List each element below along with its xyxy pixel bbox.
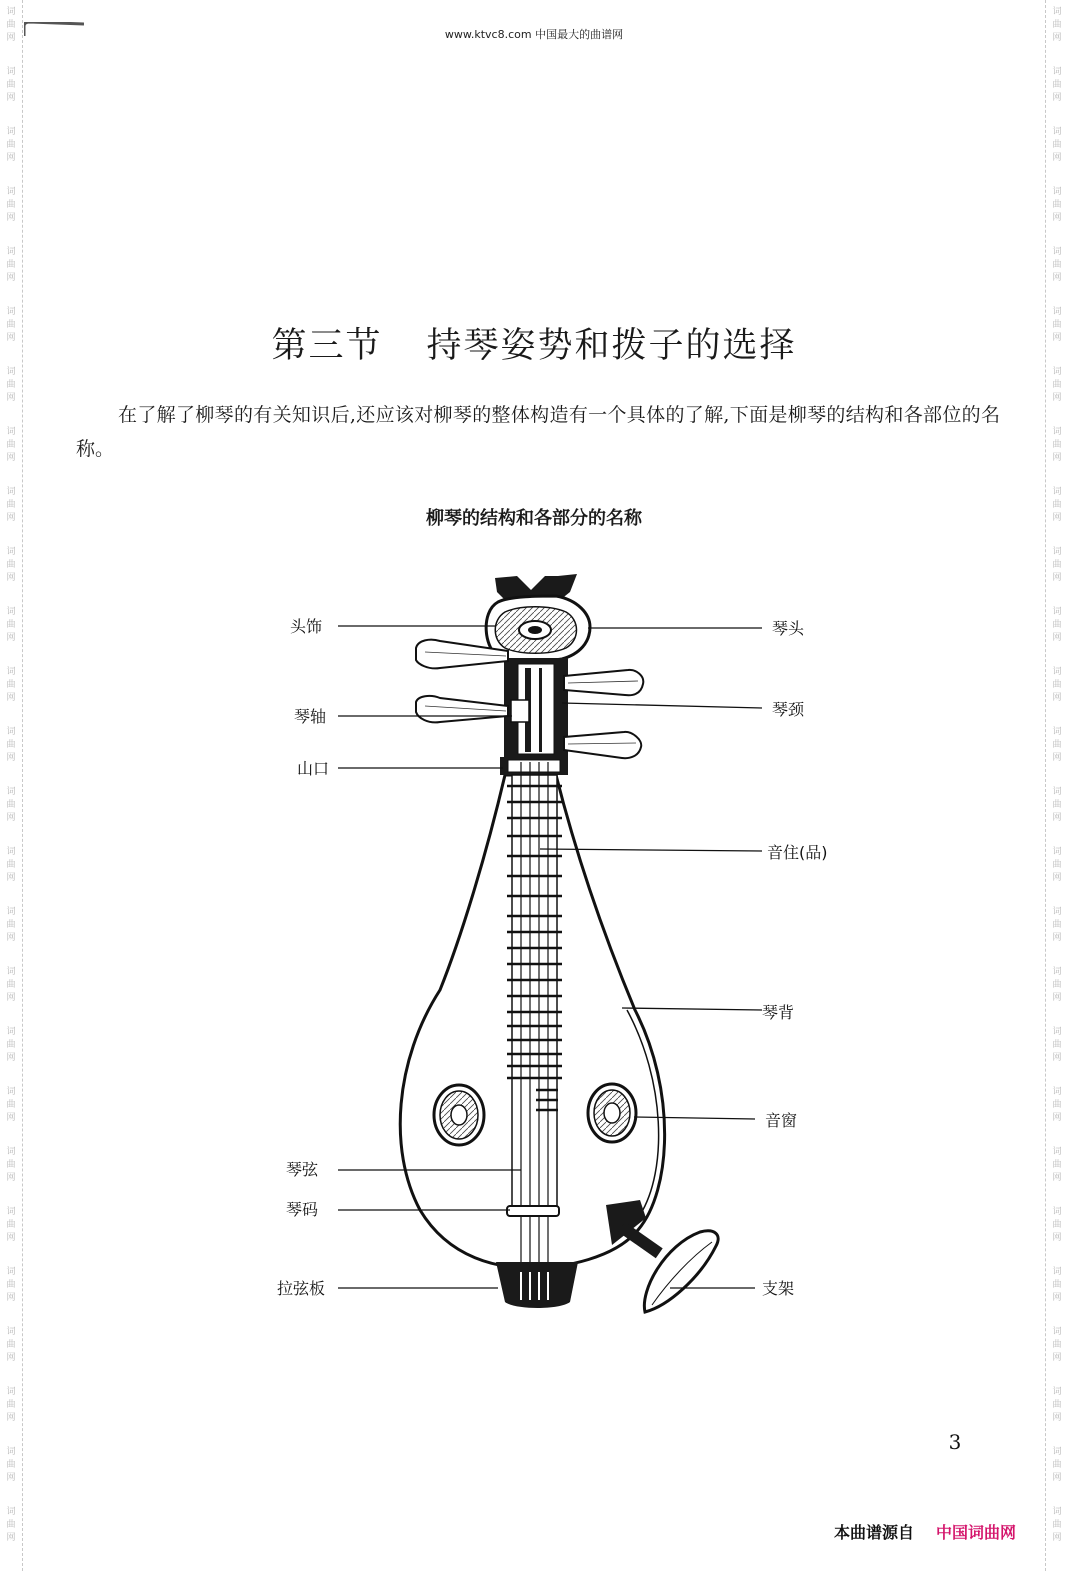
watermark-char: 词 bbox=[1052, 1087, 1062, 1097]
watermark-char: 词 bbox=[1052, 1327, 1062, 1337]
watermark-char: 网 bbox=[6, 1533, 16, 1543]
watermark-char: 曲 bbox=[6, 380, 16, 390]
watermark-char: 网 bbox=[1052, 1353, 1062, 1363]
watermark-char: 网 bbox=[1052, 1053, 1062, 1063]
watermark-char: 词 bbox=[6, 1087, 16, 1097]
section-heading: 持琴姿势和拨子的选择 bbox=[426, 326, 797, 366]
watermark-char: 词 bbox=[6, 127, 16, 137]
watermark-char: 网 bbox=[1052, 573, 1062, 583]
watermark-char: 曲 bbox=[6, 1160, 16, 1170]
watermark-char: 曲 bbox=[1052, 500, 1062, 510]
watermark-char: 词 bbox=[6, 1147, 16, 1157]
watermark-char: 曲 bbox=[1052, 860, 1062, 870]
watermark-char: 词 bbox=[6, 787, 16, 797]
watermark-char: 曲 bbox=[6, 1460, 16, 1470]
watermark-char: 词 bbox=[6, 427, 16, 437]
watermark-char: 词 bbox=[6, 247, 16, 257]
header-url[interactable]: www.ktvc8.com 中国最大的曲谱网 bbox=[444, 28, 624, 41]
watermark-char: 曲 bbox=[1052, 320, 1062, 330]
watermark-char: 词 bbox=[6, 1207, 16, 1217]
watermark-char: 曲 bbox=[1052, 200, 1062, 210]
watermark-char: 曲 bbox=[1052, 1220, 1062, 1230]
watermark-char: 网 bbox=[1052, 753, 1062, 763]
watermark-char: 词 bbox=[1052, 7, 1062, 17]
watermark-char: 网 bbox=[6, 333, 16, 343]
watermark-char: 网 bbox=[1052, 993, 1062, 1003]
watermark-char: 网 bbox=[6, 1173, 16, 1183]
watermark-char: 词 bbox=[1052, 607, 1062, 617]
watermark-char: 网 bbox=[6, 513, 16, 523]
watermark-char: 网 bbox=[1052, 933, 1062, 943]
watermark-char: 曲 bbox=[1052, 1100, 1062, 1110]
sound-hole-right bbox=[588, 1084, 636, 1142]
watermark-char: 词 bbox=[1052, 307, 1062, 317]
label-sound-hole: 音窗 bbox=[765, 1111, 798, 1130]
watermark-char: 词 bbox=[6, 547, 16, 557]
watermark-char: 曲 bbox=[1052, 740, 1062, 750]
watermark-char: 网 bbox=[1052, 453, 1062, 463]
watermark-char: 词 bbox=[6, 847, 16, 857]
intro-paragraph: 在了解了柳琴的有关知识后,还应该对柳琴的整体构造有一个具体的了解,下面是柳琴的结构和各部位的名称。 bbox=[76, 404, 1000, 460]
watermark-char: 曲 bbox=[1052, 800, 1062, 810]
watermark-char: 词 bbox=[6, 667, 16, 677]
watermark-char: 曲 bbox=[6, 1400, 16, 1410]
watermark-char: 曲 bbox=[1052, 980, 1062, 990]
watermark-char: 网 bbox=[1052, 1173, 1062, 1183]
watermark-char: 网 bbox=[1052, 873, 1062, 883]
watermark-char: 网 bbox=[6, 213, 16, 223]
watermark-char: 网 bbox=[1052, 1233, 1062, 1243]
watermark-char: 词 bbox=[1052, 487, 1062, 497]
watermark-char: 词 bbox=[6, 7, 16, 17]
watermark-char: 词 bbox=[6, 1027, 16, 1037]
watermark-char: 词 bbox=[6, 187, 16, 197]
watermark-char: 网 bbox=[1052, 273, 1062, 283]
watermark-char: 词 bbox=[6, 1447, 16, 1457]
watermark-char: 网 bbox=[1052, 513, 1062, 523]
watermark-char: 词 bbox=[1052, 1207, 1062, 1217]
watermark-char: 网 bbox=[6, 1473, 16, 1483]
watermark-char: 曲 bbox=[1052, 1460, 1062, 1470]
watermark-char: 网 bbox=[1052, 813, 1062, 823]
watermark-char: 词 bbox=[6, 1267, 16, 1277]
watermark-char: 词 bbox=[6, 67, 16, 77]
watermark-char: 网 bbox=[6, 993, 16, 1003]
page-number: 3 bbox=[948, 1430, 962, 1454]
watermark-char: 词 bbox=[6, 1327, 16, 1337]
watermark-char: 词 bbox=[1052, 187, 1062, 197]
source-label: 本曲谱源自 bbox=[834, 1523, 915, 1542]
label-bridge: 琴码 bbox=[286, 1200, 319, 1219]
watermark-char: 曲 bbox=[6, 1340, 16, 1350]
watermark-char: 网 bbox=[1052, 693, 1062, 703]
watermark-char: 词 bbox=[1052, 787, 1062, 797]
watermark-char: 网 bbox=[1052, 1293, 1062, 1303]
watermark-char: 曲 bbox=[1052, 260, 1062, 270]
watermark-char: 词 bbox=[6, 967, 16, 977]
watermark-char: 曲 bbox=[1052, 680, 1062, 690]
watermark-char: 曲 bbox=[6, 560, 16, 570]
watermark-char: 网 bbox=[1052, 633, 1062, 643]
watermark-char: 曲 bbox=[6, 20, 16, 30]
watermark-char: 曲 bbox=[1052, 1340, 1062, 1350]
watermark-char: 曲 bbox=[1052, 1520, 1062, 1530]
watermark-char: 网 bbox=[6, 273, 16, 283]
label-tuning-peg: 琴轴 bbox=[294, 707, 327, 726]
watermark-char: 网 bbox=[1052, 1473, 1062, 1483]
watermark-char: 词 bbox=[6, 367, 16, 377]
watermark-char: 词 bbox=[1052, 847, 1062, 857]
watermark-char: 网 bbox=[6, 1293, 16, 1303]
watermark-char: 曲 bbox=[6, 1280, 16, 1290]
watermark-char: 曲 bbox=[6, 860, 16, 870]
watermark-char: 曲 bbox=[6, 920, 16, 930]
label-back: 琴背 bbox=[762, 1003, 795, 1022]
watermark-char: 词 bbox=[1052, 1507, 1062, 1517]
watermark-char: 曲 bbox=[6, 1040, 16, 1050]
watermark-char: 词 bbox=[6, 1387, 16, 1397]
watermark-char: 网 bbox=[6, 153, 16, 163]
watermark-char: 曲 bbox=[6, 1520, 16, 1530]
watermark-char: 词 bbox=[6, 307, 16, 317]
watermark-char: 曲 bbox=[6, 800, 16, 810]
watermark-char: 网 bbox=[1052, 93, 1062, 103]
watermark-char: 曲 bbox=[1052, 1280, 1062, 1290]
label-head: 琴头 bbox=[772, 619, 805, 638]
watermark-char: 词 bbox=[6, 487, 16, 497]
watermark-char: 词 bbox=[1052, 1027, 1062, 1037]
label-neck: 琴颈 bbox=[772, 700, 805, 719]
watermark-char: 网 bbox=[1052, 153, 1062, 163]
watermark-char: 网 bbox=[1052, 393, 1062, 403]
watermark-char: 网 bbox=[6, 753, 16, 763]
watermark-char: 词 bbox=[6, 907, 16, 917]
watermark-char: 网 bbox=[1052, 213, 1062, 223]
watermark-char: 曲 bbox=[6, 260, 16, 270]
watermark-char: 网 bbox=[6, 873, 16, 883]
watermark-char: 曲 bbox=[6, 1100, 16, 1110]
source-site-link[interactable]: 中国词曲网 bbox=[936, 1523, 1017, 1542]
watermark-char: 网 bbox=[6, 573, 16, 583]
watermark-char: 网 bbox=[6, 93, 16, 103]
watermark-char: 词 bbox=[1052, 247, 1062, 257]
watermark-char: 网 bbox=[6, 33, 16, 43]
watermark-char: 曲 bbox=[6, 740, 16, 750]
watermark-char: 词 bbox=[1052, 727, 1062, 737]
watermark-char: 词 bbox=[1052, 667, 1062, 677]
watermark-char: 词 bbox=[1052, 1147, 1062, 1157]
label-head-ornament: 头饰 bbox=[290, 617, 323, 636]
watermark-char: 网 bbox=[6, 1113, 16, 1123]
watermark-char: 曲 bbox=[6, 140, 16, 150]
watermark-char: 网 bbox=[1052, 333, 1062, 343]
watermark-char: 曲 bbox=[1052, 1160, 1062, 1170]
watermark-char: 曲 bbox=[6, 680, 16, 690]
watermark-char: 网 bbox=[6, 933, 16, 943]
watermark-char: 曲 bbox=[6, 1220, 16, 1230]
watermark-char: 曲 bbox=[6, 440, 16, 450]
watermark-char: 词 bbox=[1052, 367, 1062, 377]
source-note bbox=[834, 1520, 1016, 1543]
watermark-char: 网 bbox=[1052, 1113, 1062, 1123]
watermark-char: 网 bbox=[6, 693, 16, 703]
watermark-char: 曲 bbox=[1052, 140, 1062, 150]
figure-caption: 柳琴的结构和各部分的名称 bbox=[426, 508, 642, 529]
watermark-char: 曲 bbox=[1052, 620, 1062, 630]
watermark-char: 网 bbox=[6, 813, 16, 823]
watermark-char: 网 bbox=[1052, 1533, 1062, 1543]
watermark-char: 曲 bbox=[1052, 380, 1062, 390]
watermark-char: 曲 bbox=[1052, 920, 1062, 930]
watermark-char: 曲 bbox=[6, 200, 16, 210]
watermark-char: 网 bbox=[6, 393, 16, 403]
watermark-char: 词 bbox=[1052, 547, 1062, 557]
watermark-char: 词 bbox=[1052, 1267, 1062, 1277]
watermark-char: 网 bbox=[6, 1053, 16, 1063]
label-nut: 山口 bbox=[297, 759, 330, 778]
watermark-char: 曲 bbox=[1052, 440, 1062, 450]
watermark-char: 曲 bbox=[1052, 1040, 1062, 1050]
watermark-char: 曲 bbox=[1052, 1400, 1062, 1410]
watermark-char: 曲 bbox=[6, 980, 16, 990]
tailpiece bbox=[496, 1262, 578, 1308]
watermark-char: 曲 bbox=[1052, 80, 1062, 90]
watermark-char: 词 bbox=[1052, 67, 1062, 77]
support-stand bbox=[606, 1200, 718, 1312]
sound-hole-left bbox=[434, 1085, 484, 1145]
watermark-char: 词 bbox=[6, 607, 16, 617]
watermark-char: 网 bbox=[1052, 33, 1062, 43]
watermark-char: 词 bbox=[1052, 1387, 1062, 1397]
bridge bbox=[507, 1206, 559, 1216]
watermark-char: 词 bbox=[6, 727, 16, 737]
watermark-char: 网 bbox=[6, 453, 16, 463]
watermark-char: 曲 bbox=[6, 320, 16, 330]
watermark-char: 词 bbox=[6, 1507, 16, 1517]
watermark-char: 网 bbox=[6, 1233, 16, 1243]
watermark-char: 网 bbox=[1052, 1413, 1062, 1423]
label-support: 支架 bbox=[762, 1279, 795, 1298]
label-fret: 音住(品) bbox=[767, 843, 828, 862]
watermark-char: 网 bbox=[6, 633, 16, 643]
watermark-char: 词 bbox=[1052, 967, 1062, 977]
label-string: 琴弦 bbox=[286, 1160, 319, 1179]
label-tailpiece: 拉弦板 bbox=[277, 1279, 326, 1298]
watermark-char: 网 bbox=[6, 1353, 16, 1363]
watermark-char: 曲 bbox=[1052, 20, 1062, 30]
watermark-char: 曲 bbox=[1052, 560, 1062, 570]
watermark-char: 词 bbox=[1052, 1447, 1062, 1457]
section-number: 第三节 bbox=[271, 326, 383, 366]
watermark-char: 词 bbox=[1052, 127, 1062, 137]
watermark-char: 曲 bbox=[6, 80, 16, 90]
watermark-char: 曲 bbox=[6, 500, 16, 510]
watermark-char: 词 bbox=[1052, 427, 1062, 437]
watermark-char: 网 bbox=[6, 1413, 16, 1423]
watermark-char: 曲 bbox=[6, 620, 16, 630]
watermark-char: 词 bbox=[1052, 907, 1062, 917]
